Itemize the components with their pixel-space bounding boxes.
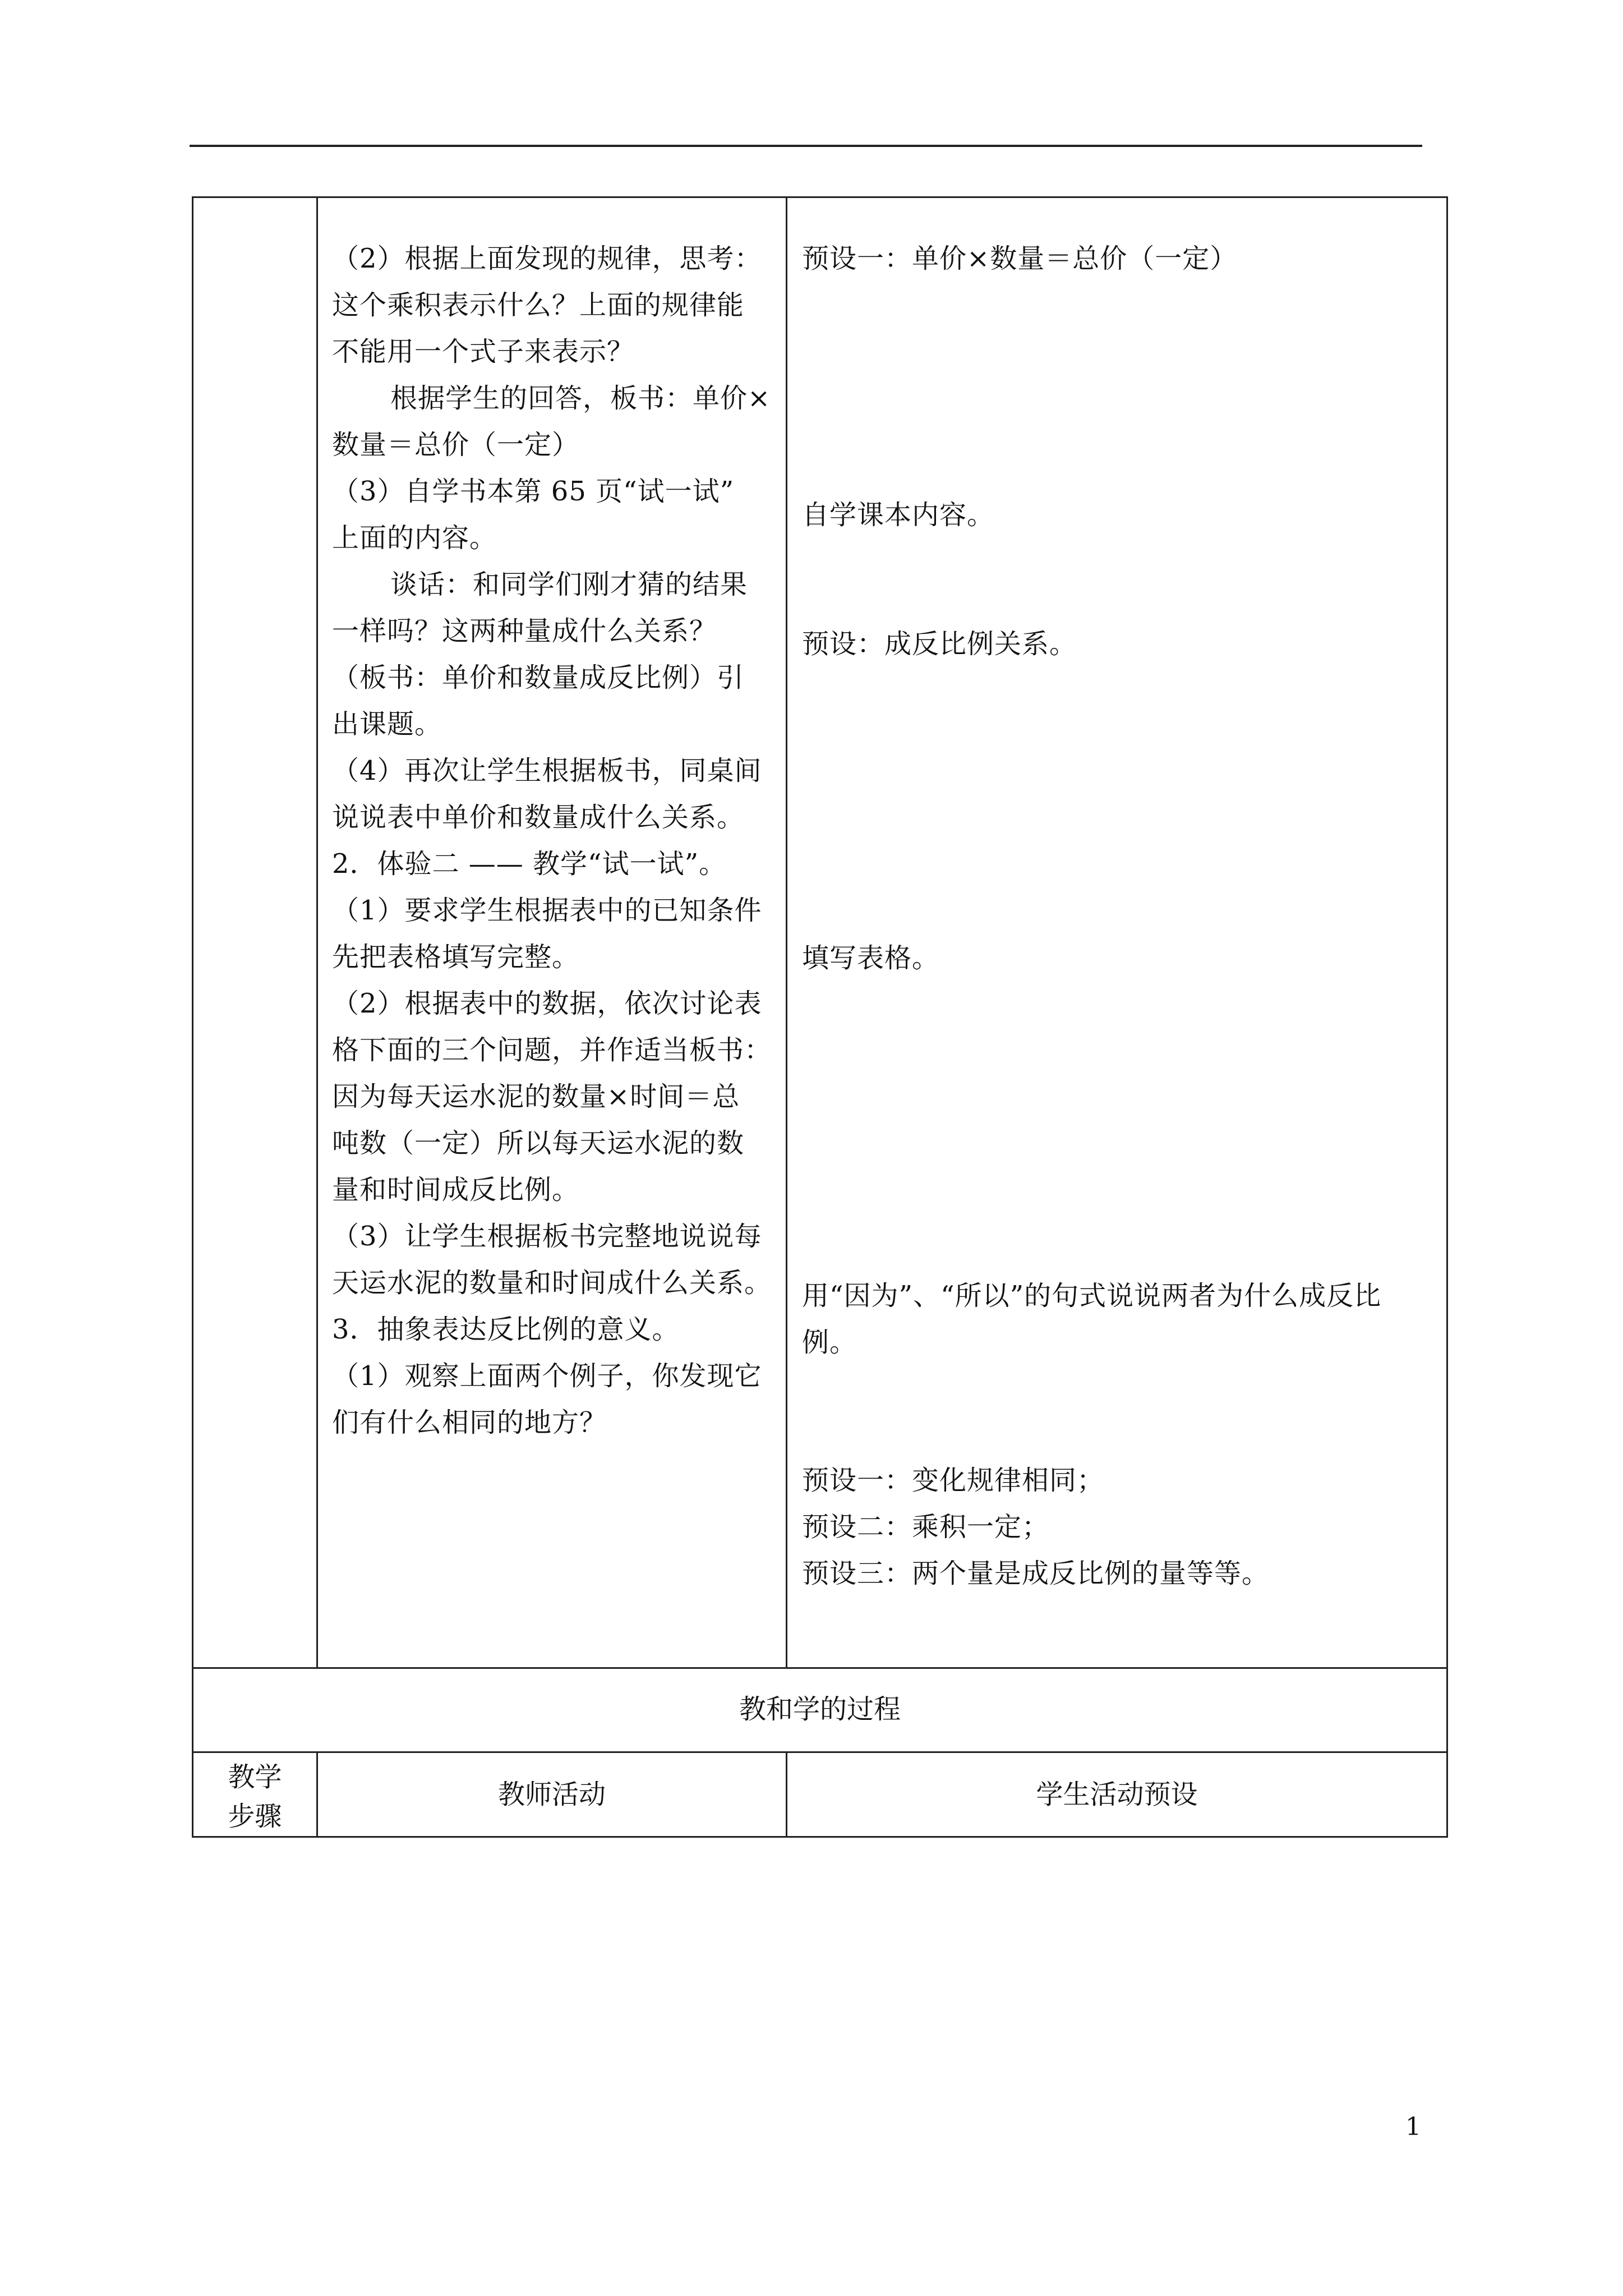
teacher-line: 2．体验二 —— 教学“试一试”。 — [332, 848, 727, 880]
teacher-line: 格下面的三个问题，并作适当板书： — [332, 1034, 772, 1066]
teacher-activity-cell — [332, 236, 772, 1446]
teacher-line: （3）自学书本第 65 页“试一试” — [332, 476, 735, 507]
student-preset: 自学课本内容。 — [802, 499, 995, 531]
teacher-line: 谈话：和同学们刚才猜的结果 — [390, 569, 748, 600]
step-header-line1: 教学 — [228, 1761, 282, 1793]
page-number: 1 — [1405, 2113, 1421, 2141]
teacher-line: 先把表格填写完整。 — [332, 941, 580, 973]
teacher-line: 说说表中单价和数量成什么关系。 — [332, 802, 745, 833]
teacher-line: （3）让学生根据板书完整地说说每 — [332, 1221, 762, 1252]
lesson-table — [192, 196, 1448, 1838]
student-preset: 预设一：单价×数量＝总价（一定） — [802, 243, 1238, 274]
row-divider-process — [192, 1751, 1448, 1753]
teacher-line: 这个乘积表示什么？上面的规律能 — [332, 289, 745, 321]
teacher-line: 不能用一个式子来表示？ — [332, 336, 635, 367]
column-divider-1 — [316, 196, 318, 1667]
table-right-border — [1446, 196, 1448, 1838]
teacher-line: 量和时间成反比例。 — [332, 1174, 580, 1205]
student-preset: 预设三：两个量是成反比例的量等等。 — [802, 1558, 1270, 1589]
teacher-line: 出课题。 — [332, 708, 442, 740]
teacher-line: 一样吗？这两种量成什么关系？ — [332, 615, 717, 647]
header-rule — [190, 145, 1422, 147]
student-preset: 用“因为”、“所以”的句式说说两者为什么成反比 — [802, 1280, 1382, 1312]
teacher-line: 上面的内容。 — [332, 522, 497, 554]
table-left-border — [192, 196, 193, 1838]
teacher-line: 因为每天运水泥的数量×时间＝总 — [332, 1081, 740, 1112]
student-activity-header: 学生活动预设 — [1036, 1779, 1198, 1810]
process-header: 教和学的过程 — [739, 1694, 901, 1725]
teacher-line: （板书：单价和数量成反比例）引 — [332, 662, 745, 693]
teacher-line: （2）根据上面发现的规律，思考： — [332, 243, 762, 274]
step-header-line2: 步骤 — [228, 1801, 282, 1832]
table-bottom-border — [192, 1836, 1448, 1838]
teacher-line: 根据学生的回答，板书：单价× — [390, 383, 771, 414]
student-preset: 填写表格。 — [802, 942, 940, 974]
student-preset: 预设一：变化规律相同； — [802, 1465, 1105, 1496]
teacher-line: 吨数（一定）所以每天运水泥的数 — [332, 1128, 745, 1159]
teacher-line: （1）要求学生根据表中的已知条件 — [332, 895, 762, 926]
teacher-line: （1）观察上面两个例子，你发现它 — [332, 1360, 762, 1392]
teacher-line: 天运水泥的数量和时间成什么关系。 — [332, 1267, 772, 1299]
teacher-line: （4）再次让学生根据板书，同桌间 — [332, 755, 762, 786]
teacher-activity-header: 教师活动 — [497, 1779, 606, 1810]
row-divider-content — [192, 1667, 1448, 1669]
column-divider-2 — [786, 196, 787, 1667]
student-preset: 例。 — [802, 1327, 857, 1358]
table-top-border — [192, 196, 1448, 198]
teacher-line: 们有什么相同的地方？ — [332, 1407, 607, 1438]
teacher-line: 3．抽象表达反比例的意义。 — [332, 1314, 680, 1345]
student-preset: 预设二：乘积一定； — [802, 1511, 1050, 1543]
teacher-line: （2）根据表中的数据，依次讨论表 — [332, 988, 762, 1019]
teacher-line: 数量＝总价（一定） — [332, 429, 580, 461]
student-preset: 预设：成反比例关系。 — [802, 628, 1077, 660]
